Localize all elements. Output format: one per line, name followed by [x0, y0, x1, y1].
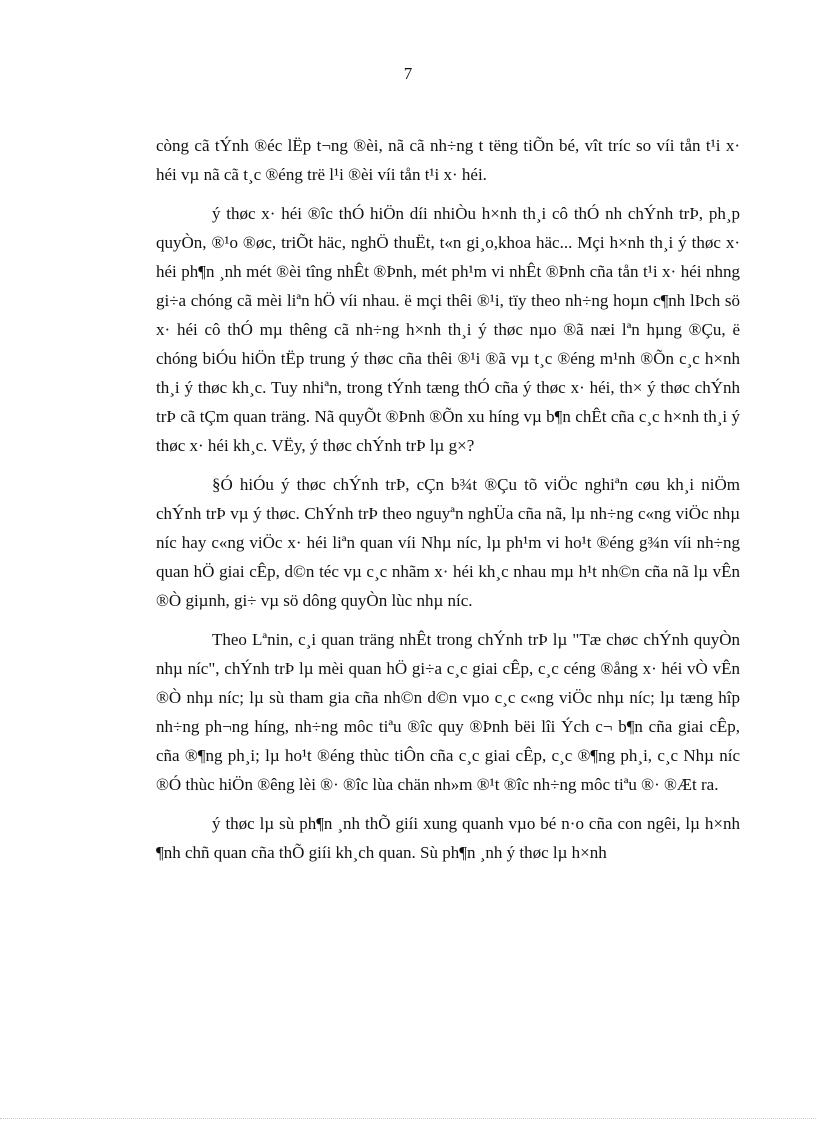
paragraph-social-consciousness-forms: ý thøc x· héi ®îc thÓ hiÖn díi nhiÒu h×nh th¸i cô thÓ nh chÝnh trÞ, ph¸p quyÒn, ®¹o ®øc, triÕt häc, nghÖ thuËt, t«n gi¸o,khoa häc... Mçi h×nh th¸i ý thøc x· héi ph¶n ¸nh mét ®èi tîng nhÊt ®Þnh, mét ph¹m vi nhÊt ®Þnh cña tån t¹i x· héi nhng gi÷a chóng cã mèi liªn hÖ víi nhau. ë mçi thêi ®¹i, tïy theo nh÷ng hoµn c¶nh lÞch sö x· héi cô thÓ mµ thêng cã nh÷ng h×nh th¸i ý thøc nµo ®ã næi lªn hµng ®Çu, ë chóng biÓu hiÖn tËp trung ý thøc cña thêi ®¹i ®ã vµ t¸c ®éng m¹nh ®Õn c¸c h×nh th¸i ý thøc kh¸c. Tuy nhiªn, trong tÝnh tæng thÓ cña ý thøc x· héi, th× ý thøc chÝnh trÞ cã tÇm quan träng. Nã quyÕt ®Þnh ®Õn xu híng vµ b¶n chÊt cña c¸c h×nh th¸i ý thøc x· héi kh¸c. VËy, ý thøc chÝnh trÞ lµ g×? [156, 204, 740, 455]
page-bottom-edge [0, 1118, 816, 1119]
paragraph-consciousness-reflection: ý thøc lµ sù ph¶n ¸nh thÕ giíi xung quanh vµo bé n·o cña con ngêi, lµ h×nh ¶nh chñ quan cña thÕ giíi kh¸ch quan. Sù ph¶n ¸nh ý thøc lµ h×nh [156, 814, 740, 862]
paragraph-continuation: còng cã tÝnh ®éc lËp t¬ng ®èi, nã cã nh÷ng t tëng tiÕn bé, vît tríc so víi tån t¹i x· héi vµ nã cã t¸c ®éng trë l¹i ®èi víi tån t¹i x· héi. [156, 136, 740, 184]
paragraph-lenin-on-politics: Theo Lªnin, c¸i quan träng nhÊt trong chÝnh trÞ lµ "Tæ chøc chÝnh quyÒn nhµ níc", chÝnh trÞ lµ mèi quan hÖ gi÷a c¸c giai cÊp, c¸c céng ®ång x· héi vÒ vÊn ®Ò nhµ níc; lµ sù tham gia cña nh©n d©n vµo c¸c c«ng viÖc nhµ níc; lµ tæng hîp nh÷ng ph¬ng híng, nh÷ng môc tiªu ®îc quy ®Þnh bëi lîi Ých c¬ b¶n cña giai cÊp, cña ®¶ng ph¸i; lµ ho¹t ®éng thùc tiÔn cña c¸c giai cÊp, c¸c ®¶ng ph¸i, c¸c Nhµ níc ®Ó thùc hiÖn ®êng lèi ®· ®îc lùa chän nh»m ®¹t ®îc nh÷ng môc tiªu ®· ®Æt ra. [156, 630, 740, 794]
document-body [156, 131, 740, 877]
paragraph-political-consciousness-definition: §Ó hiÓu ý thøc chÝnh trÞ, cÇn b¾t ®Çu tõ viÖc nghiªn cøu kh¸i niÖm chÝnh trÞ vµ ý thøc. ChÝnh trÞ theo nguyªn nghÜa cña nã, lµ nh÷ng c«ng viÖc nhµ níc hay c«ng viÖc x· héi liªn quan víi Nhµ níc, lµ ph¹m vi ho¹t ®éng g¾n víi nh÷ng quan hÖ giai cÊp, d©n téc vµ c¸c nhãm x· héi kh¸c nhau mµ h¹t nh©n cña nã lµ vÊn ®Ò giµnh, gi÷ vµ sö dông quyÒn lùc nhµ níc. [156, 475, 740, 610]
page-number: 7 [403, 64, 413, 83]
